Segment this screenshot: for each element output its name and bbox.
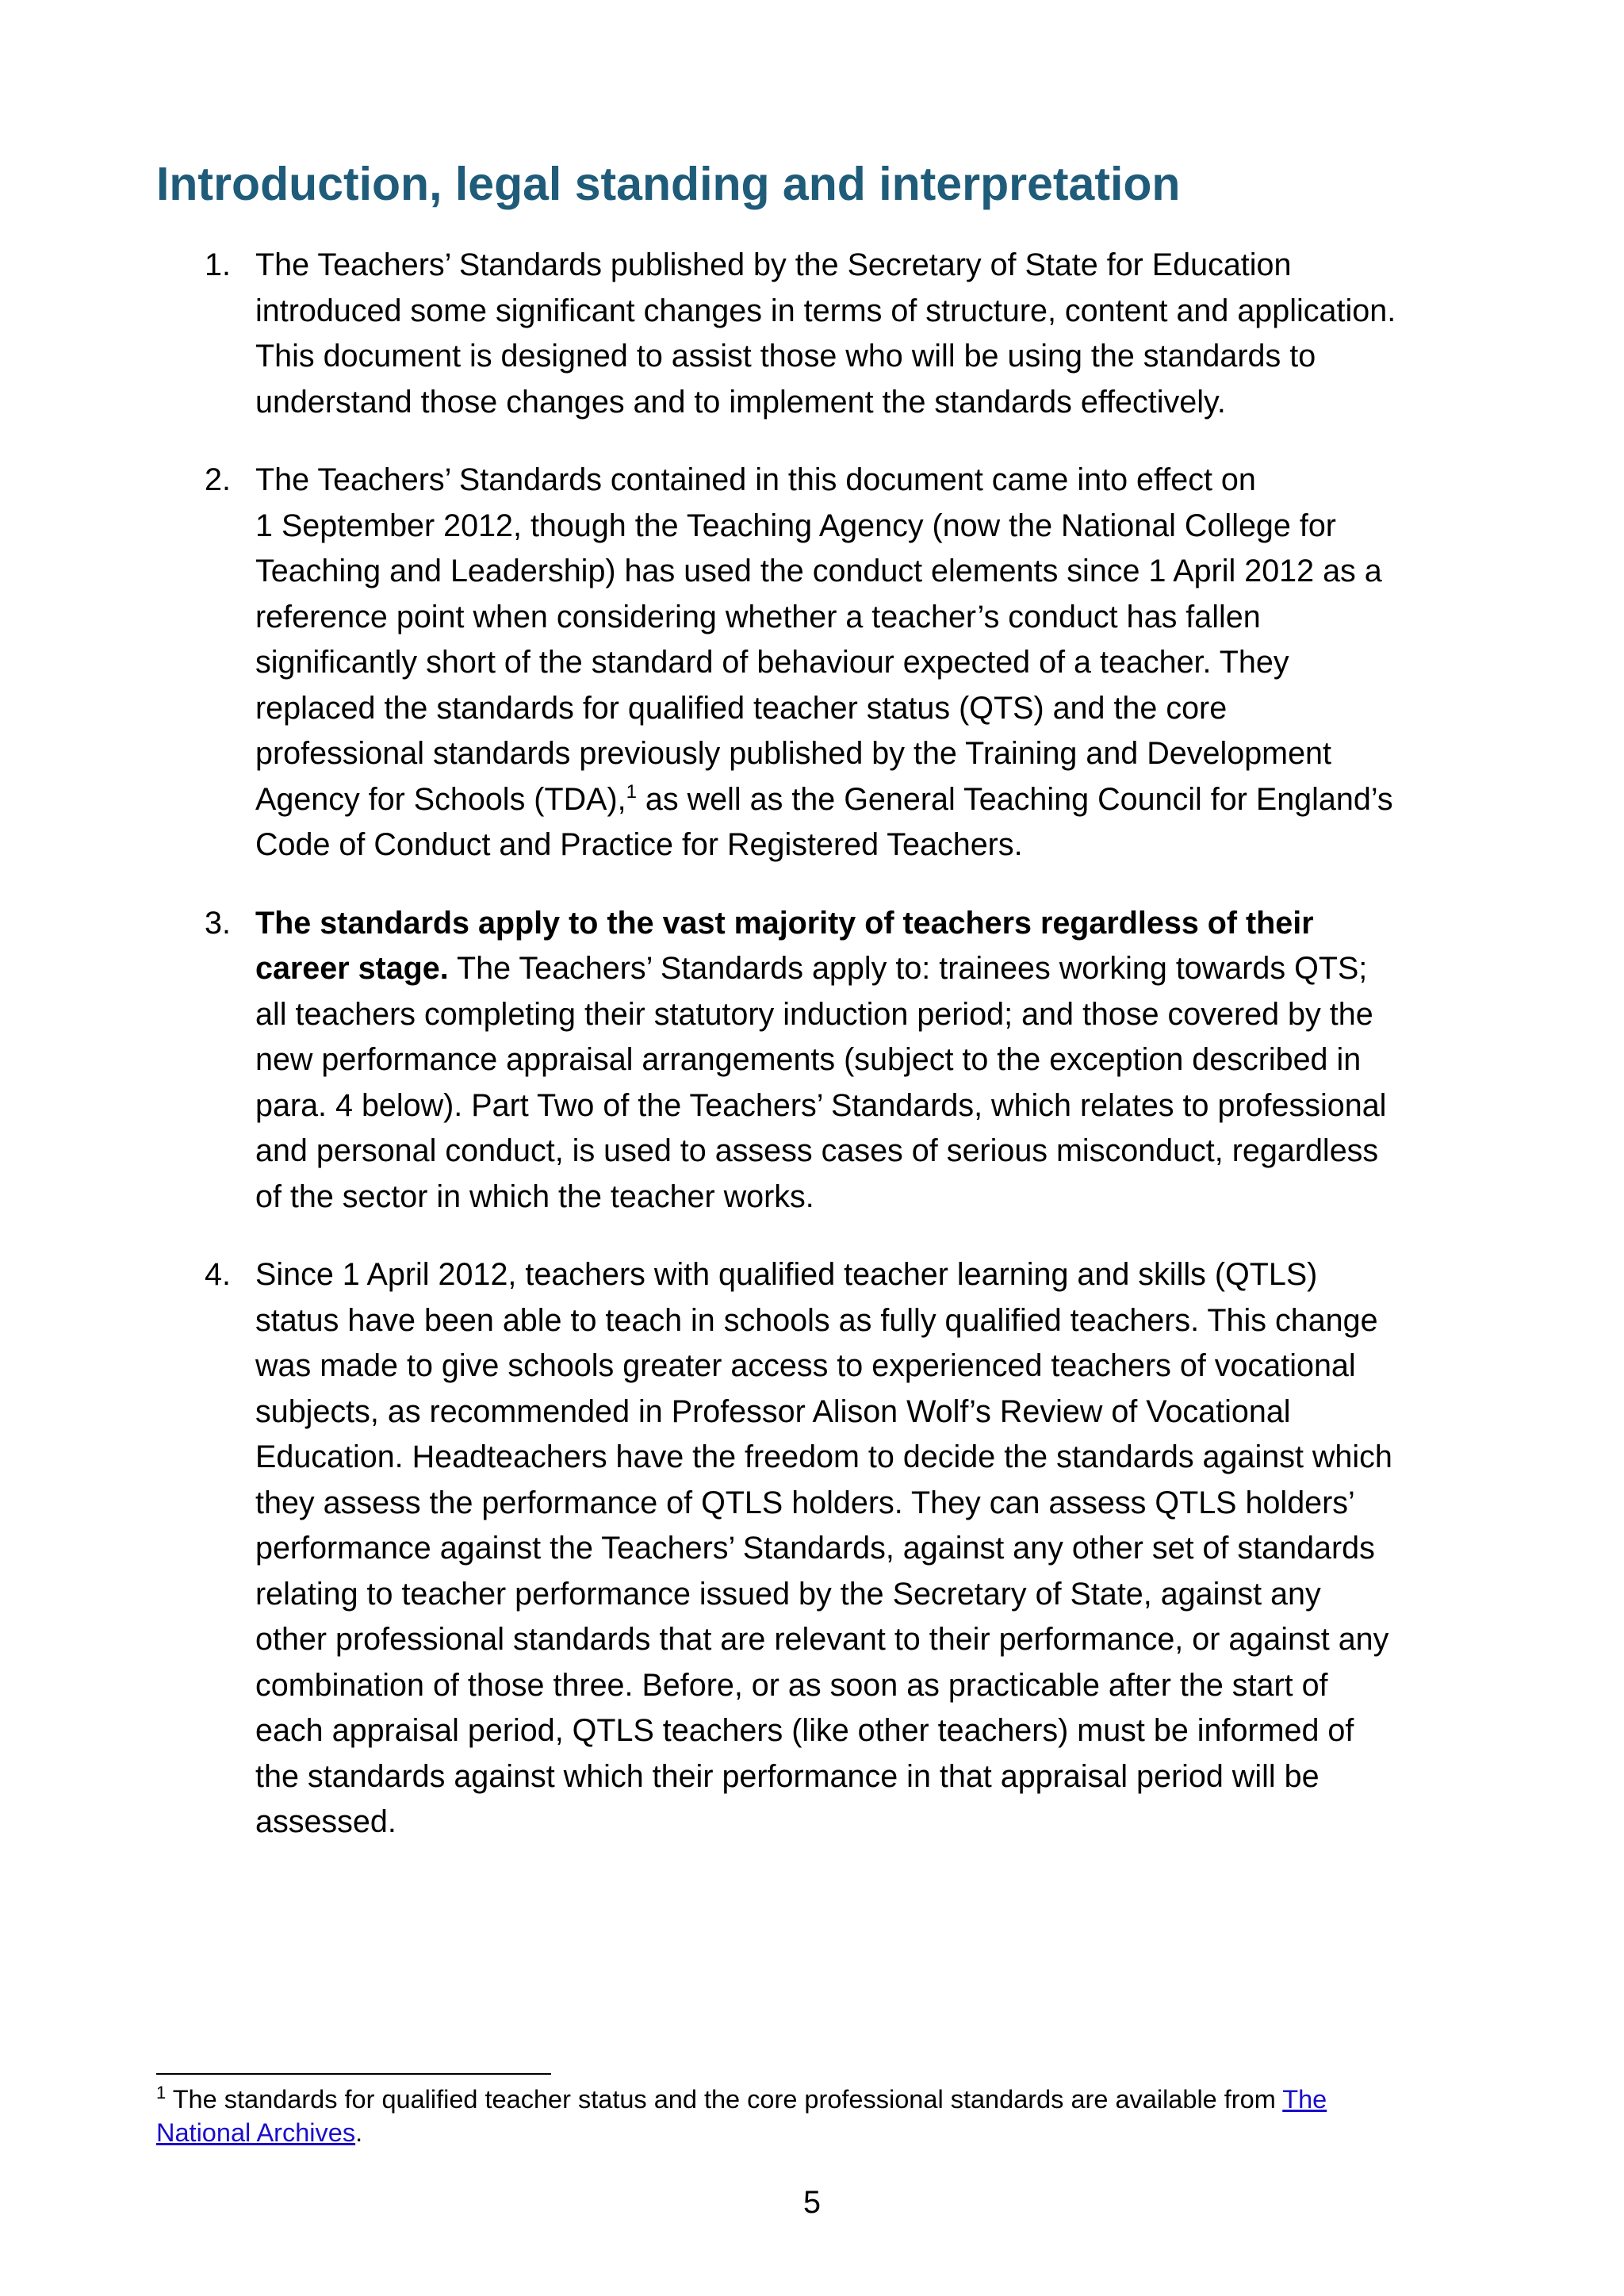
paragraph-line: The Teachers’ Standards apply to: trainees working towards QTS;	[448, 951, 1368, 986]
paragraph-number: 4.	[205, 1257, 231, 1292]
footnote-separator	[156, 2073, 551, 2075]
paragraph-line: introduced some significant changes in terms of structure, content and application.	[255, 293, 1396, 328]
paragraph-line: status have been able to teach in schools as fully qualified teachers. This change	[255, 1302, 1378, 1338]
paragraph-number: 2.	[205, 462, 231, 497]
paragraph-line: significantly short of the standard of behaviour expected of a teacher. They	[255, 645, 1289, 680]
paragraph-line: performance against the Teachers’ Standards, against any other set of standards	[255, 1531, 1375, 1566]
paragraph-line: was made to give schools greater access to experienced teachers of vocational	[255, 1348, 1356, 1383]
paragraph-line: and personal conduct, is used to assess cases of serious misconduct, regardless	[255, 1133, 1379, 1168]
paragraph-line: understand those changes and to implement the standards effectively.	[255, 384, 1226, 420]
paragraph-line: Code of Conduct and Practice for Registered Teachers.	[255, 827, 1023, 862]
paragraph-line: new performance appraisal arrangements (subject to the exception described in	[255, 1042, 1362, 1077]
paragraph-line: relating to teacher performance issued by the Secretary of State, against any	[255, 1576, 1321, 1612]
paragraph-line: assessed.	[255, 1804, 396, 1839]
paragraph-line: 1 September 2012, though the Teaching Agency (now the National College for	[255, 508, 1336, 543]
paragraph-line: Teaching and Leadership) has used the conduct elements since 1 April 2012 as a	[255, 554, 1382, 588]
numbered-list	[0, 243, 1624, 1878]
paragraph-line: para. 4 below). Part Two of the Teachers’ Standards, which relates to professional	[255, 1087, 1387, 1123]
paragraph-line: subjects, as recommended in Professor Alison Wolf’s Review of Vocational	[255, 1393, 1291, 1429]
footnote-end: .	[355, 2118, 363, 2147]
footnote	[156, 2083, 1504, 2149]
footnote-number: 1	[156, 2083, 167, 2102]
paragraph-line: This document is designed to assist those who will be using the standards to	[255, 339, 1316, 374]
section-heading: Introduction, legal standing and interpretation	[156, 158, 1181, 210]
paragraph-line: the standards against which their performance in that appraisal period will be	[255, 1758, 1320, 1794]
paragraph-line: combination of those three. Before, or as soon as practicable after the start of	[255, 1667, 1328, 1703]
paragraph-line: of the sector in which the teacher works.	[255, 1179, 814, 1214]
paragraph-line: Education. Headteachers have the freedom to decide the standards against which	[255, 1439, 1392, 1474]
paragraph-line: The Teachers’ Standards published by the Secretary of State for Education	[255, 247, 1292, 282]
paragraph-number: 1.	[205, 247, 231, 282]
national-archives-link[interactable]: The	[1282, 2085, 1327, 2114]
paragraph-line: Agency for Schools (TDA),	[255, 781, 626, 817]
paragraph-line: Since 1 April 2012, teachers with qualified teacher learning and skills (QTLS)	[255, 1257, 1318, 1292]
bold-lead-text: The standards apply to the vast majority of teachers regardless of their	[255, 905, 1314, 941]
bold-lead-text: career stage.	[255, 951, 449, 986]
paragraph-line: reference point when considering whether a teacher’s conduct has fallen	[255, 599, 1261, 634]
footnote-reference[interactable]: 1	[626, 780, 637, 803]
page-number: 5	[803, 2185, 821, 2220]
paragraph-1	[205, 243, 1477, 425]
paragraph-line: The Teachers’ Standards contained in this document came into effect on	[255, 462, 1256, 497]
paragraph-line: professional standards previously published by the Training and Development	[255, 736, 1331, 771]
paragraph-line: as well as the General Teaching Council for England’s	[636, 781, 1393, 817]
paragraph-line: replaced the standards for qualified teacher status (QTS) and the core	[255, 690, 1228, 726]
paragraph-line: other professional standards that are relevant to their performance, or against any	[255, 1622, 1389, 1657]
paragraph-line: they assess the performance of QTLS holders. They can assess QTLS holders’	[255, 1485, 1355, 1520]
paragraph-3	[205, 901, 1477, 1221]
footnote-text: The standards for qualified teacher status and the core professional standards are available from	[166, 2085, 1283, 2114]
paragraph-number: 3.	[205, 905, 231, 941]
paragraph-2	[205, 458, 1477, 868]
paragraph-line: all teachers completing their statutory induction period; and those covered by the	[255, 996, 1373, 1032]
paragraph-4	[205, 1252, 1477, 1846]
paragraph-line: each appraisal period, QTLS teachers (like other teachers) must be informed of	[255, 1713, 1354, 1748]
national-archives-link[interactable]: National Archives	[156, 2118, 356, 2147]
